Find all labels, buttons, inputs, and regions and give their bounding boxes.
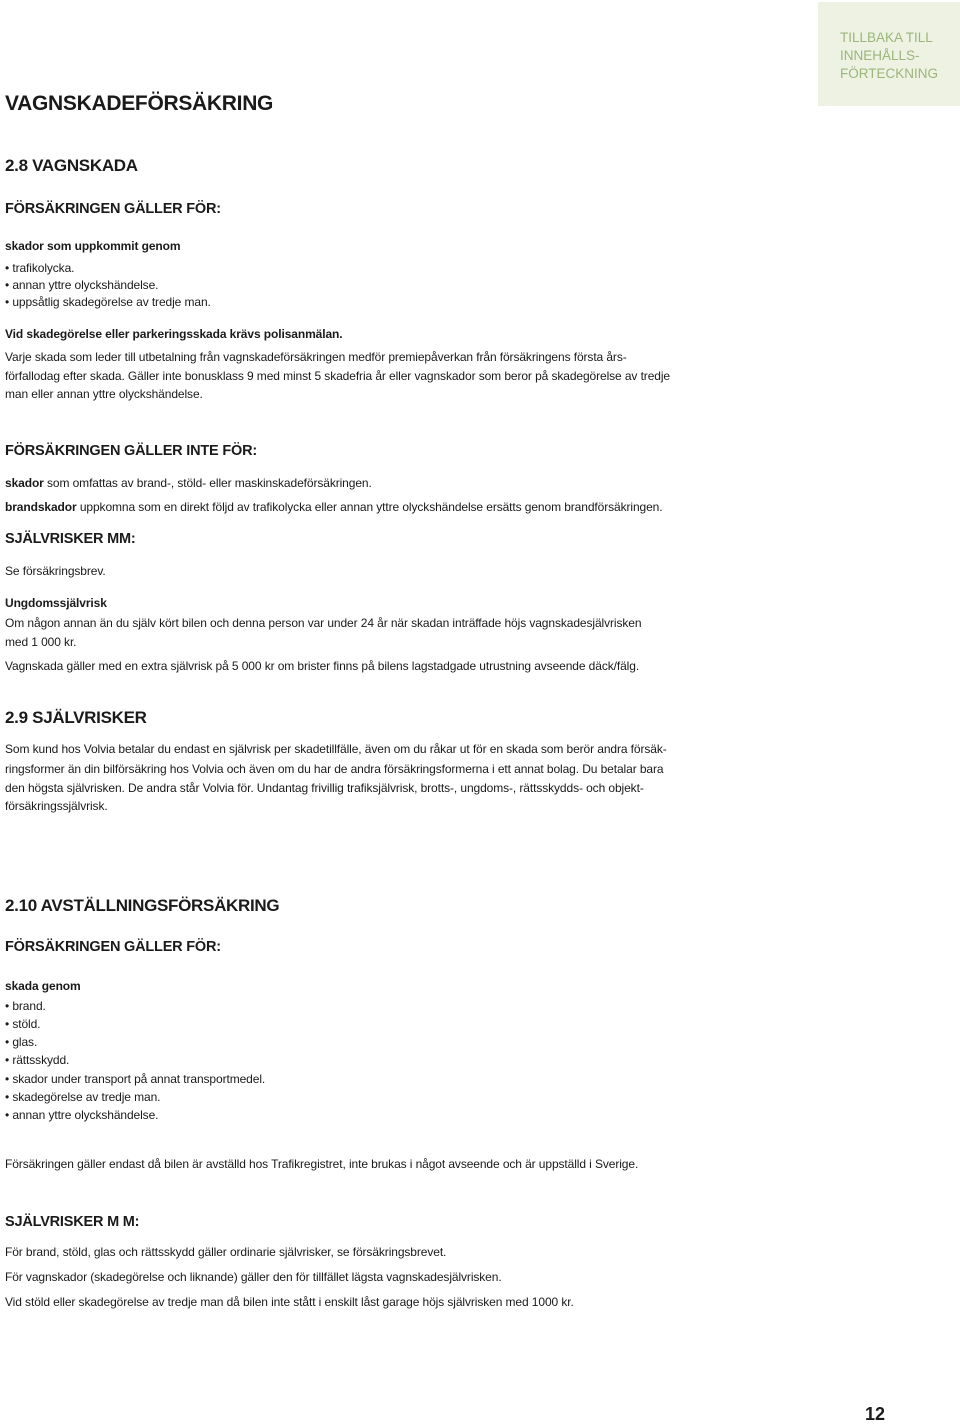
list-item: • uppsåtlig skadegörelse av tredje man. xyxy=(5,295,211,309)
back-to-toc-line-2: INNEHÅLLS- xyxy=(840,48,920,63)
section-2-10-heading: 2.10 AVSTÄLLNINGSFÖRSÄKRING xyxy=(5,896,280,915)
s28-police-note: Vid skadegörelse eller parkeringsskada krävs polisanmälan. xyxy=(5,327,343,341)
back-to-toc-line-3: FÖRTECKNING xyxy=(840,66,939,81)
list-item: • skador under transport på annat transportmedel. xyxy=(5,1072,266,1086)
section-2-9-heading: 2.9 SJÄLVRISKER xyxy=(5,708,147,727)
back-to-toc-link[interactable] xyxy=(818,2,960,106)
paragraph-line: försäkringssjälvrisk. xyxy=(5,799,108,813)
list-item: • glas. xyxy=(5,1035,38,1049)
exclusion-2-text: uppkomna som en direkt följd av trafikolycka eller annan yttre olyckshändelse ersätts genom brandförsäkringen. xyxy=(76,500,663,514)
exclusion-2-term: brandskador xyxy=(5,500,77,514)
s28-not-covers-heading: FÖRSÄKRINGEN GÄLLER INTE FÖR: xyxy=(5,443,257,459)
s210-covers-intro: skada genom xyxy=(5,979,81,993)
back-to-toc-line-1: TILLBAKA TILL xyxy=(840,30,933,45)
s28-covers-intro: skador som uppkommit genom xyxy=(5,239,181,253)
exclusion-1-text: som omfattas av brand-, stöld- eller maskinskadeförsäkringen. xyxy=(43,476,372,490)
s28-youth-heading: Ungdomssjälvrisk xyxy=(5,596,107,610)
list-item: • trafikolycka. xyxy=(5,261,75,275)
s28-covers-heading: FÖRSÄKRINGEN GÄLLER FÖR: xyxy=(5,201,221,217)
list-item: • skadegörelse av tredje man. xyxy=(5,1090,161,1104)
paragraph-line: Som kund hos Volvia betalar du endast en självrisk per skadetillfälle, även om du råkar ut för en skada som berör andra försäk- xyxy=(5,742,667,756)
section-2-8-heading: 2.8 VAGNSKADA xyxy=(5,156,138,175)
s28-exclusion-2 xyxy=(5,500,662,514)
paragraph-line: med 1 000 kr. xyxy=(5,635,77,649)
s28-deductibles-heading: SJÄLVRISKER MM: xyxy=(5,531,136,547)
paragraph-line: den högsta självrisken. De andra står Volvia för. Undantag frivillig trafiksjälvrisk, brotts-, ungdoms-, rättsskydds- och objekt- xyxy=(5,781,644,795)
paragraph-line: Varje skada som leder till utbetalning från vagnskadeförsäkringen medför premiepåverkan från försäkringens första års- xyxy=(5,350,627,364)
s28-deductibles-text: Se försäkringsbrev. xyxy=(5,564,106,578)
s210-condition: Försäkringen gäller endast då bilen är avställd hos Trafikregistret, inte brukas i något avseende och är uppställd i Sverige. xyxy=(5,1157,639,1171)
paragraph-line: man eller annan yttre olyckshändelse. xyxy=(5,387,203,401)
page-number: 12 xyxy=(865,1404,886,1424)
list-item: • brand. xyxy=(5,999,46,1013)
paragraph-line: Om någon annan än du själv kört bilen och denna person var under 24 år när skadan inträffade höjs vagnskadesjälvrisken xyxy=(5,616,642,630)
list-item: • annan yttre olyckshändelse. xyxy=(5,1108,159,1122)
list-item: • annan yttre olyckshändelse. xyxy=(5,278,159,292)
exclusion-1-term: skador xyxy=(5,476,44,490)
paragraph-line: Vid stöld eller skadegörelse av tredje man då bilen inte stått i enskilt låst garage höjs självrisken med 1000 kr. xyxy=(5,1295,574,1309)
paragraph-line: ringsformer än din bilförsäkring hos Volvia och även om du har de andra försäkringsformerna i ett annat bolag. Du betalar bara xyxy=(5,762,664,776)
page-title: VAGNSKADEFÖRSÄKRING xyxy=(5,92,274,115)
paragraph-line: förfallodag efter skada. Gäller inte bonusklass 9 med minst 5 skadefria år eller vagnskador som beror på skadegörelse av tredje xyxy=(5,369,670,383)
s210-deductibles-heading: SJÄLVRISKER M M: xyxy=(5,1214,140,1230)
list-item: • rättsskydd. xyxy=(5,1053,70,1067)
paragraph-line: För brand, stöld, glas och rättsskydd gäller ordinarie självrisker, se försäkringsbrevet. xyxy=(5,1245,447,1259)
list-item: • stöld. xyxy=(5,1017,41,1031)
s28-extra-deductible: Vagnskada gäller med en extra självrisk på 5 000 kr om brister finns på bilens lagstadgade utrustning avseende däck/fälg. xyxy=(5,659,640,673)
paragraph-line: För vagnskador (skadegörelse och liknande) gäller den för tillfället lägsta vagnskadesjälvrisken. xyxy=(5,1270,502,1284)
s210-covers-heading: FÖRSÄKRINGEN GÄLLER FÖR: xyxy=(5,939,221,955)
s28-exclusion-1 xyxy=(5,476,372,490)
